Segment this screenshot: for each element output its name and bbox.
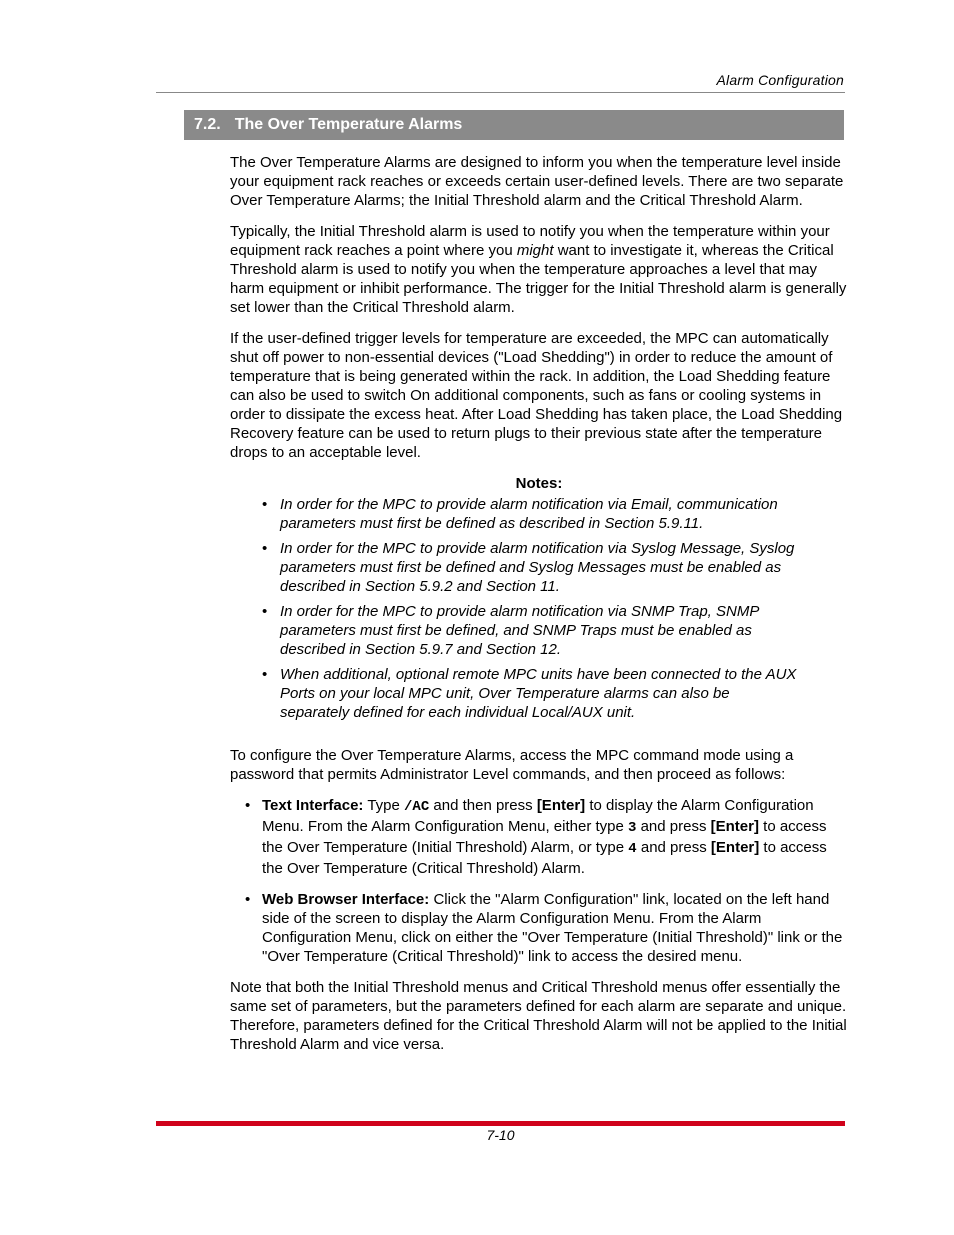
note-text: In order for the MPC to provide alarm notification via Syslog Message, Syslog parameters must first be defined and Syslog Messages must be enabled as described in Section 5.9.2 and Section 11.	[280, 540, 795, 595]
bullet: •	[262, 603, 268, 620]
step-text: to display the Alarm Configuration Menu. From the Alarm Configuration Menu, either type	[262, 797, 814, 835]
note-text: In order for the MPC to provide alarm notification via Email, communication parameters must first be defined as described in Section 5.9.11.	[280, 496, 778, 532]
paragraph-configure: To configure the Over Temperature Alarms, access the MPC command mode using a password that permits Administrator Level commands, and then proceed as follows:	[230, 747, 794, 783]
page-number: 7-10	[486, 1127, 515, 1143]
notes-title: Notes	[515, 475, 558, 492]
emphasis-might: might	[516, 242, 554, 259]
notes-colon: :	[557, 475, 563, 492]
footer-rule	[156, 1121, 845, 1126]
step-text: Click the "Alarm Configuration" link, located on the left hand side of the screen to display the Alarm Configuration Menu. From the Alarm Configuration Menu, click on either the "Over Temperature (Initial Threshold)" link or the "Over Temperature (Critical Threshold)" link to access the desired menu.	[262, 891, 843, 965]
list-item	[230, 539, 800, 596]
bullet: •	[262, 666, 268, 683]
paragraph-thresholds-end: want to investigate it, whereas the Critical Threshold alarm is used to notify you when the temperature approaches a level that may harm equipment or inhibit performance. The trigger for the Initial Threshold alarm is generally set lower than the Critical Threshold alarm.	[230, 242, 847, 316]
bullet: •	[262, 540, 268, 557]
step-text-interface	[230, 796, 848, 878]
note-text: When additional, optional remote MPC units have been connected to the AUX Ports on your local MPC unit, Over Temperature alarms can also be separately defined for each individual Local/AUX unit.	[280, 666, 797, 721]
step-text: to access the Over Temperature (Critical Threshold) Alarm.	[262, 839, 827, 877]
list-item	[230, 602, 800, 659]
notes-list	[230, 495, 848, 722]
paragraph-thresholds	[230, 222, 848, 317]
list-item	[230, 665, 800, 722]
enter-key: [Enter]	[710, 839, 760, 856]
header-rule	[156, 92, 845, 93]
step-label: Web Browser Interface:	[262, 891, 430, 908]
body-text	[230, 153, 848, 1066]
paragraph-load-shedding: If the user-defined trigger levels for temperature are exceeded, the MPC can automatically shut off power to non-essential devices ("Load Shedding") in order to reduce the amount of temperature that is being generated within the rack. In addition, the Load Shedding feature can also be used to switch On additional components, such as fans or cooling systems in order to dissipate the excess heat. After Load Shedding has taken place, the Load Shedding Recovery feature can be used to return plugs to their previous state after the temperature drops to an acceptable level.	[230, 330, 843, 461]
section-heading	[184, 110, 844, 140]
steps-list	[230, 796, 848, 966]
enter-key: [Enter]	[710, 818, 759, 835]
note-text: In order for the MPC to provide alarm notification via SNMP Trap, SNMP parameters must first be defined, and SNMP Traps must be enabled as described in Section 5.9.7 and Section 12.	[280, 603, 759, 658]
menu-option-code: 4	[628, 841, 637, 857]
paragraph-intro: The Over Temperature Alarms are designed to inform you when the temperature level inside your equipment rack reaches or exceeds certain user-defined levels. There are two separate Over Temperature Alarms; the Initial Threshold alarm and the Critical Threshold Alarm.	[230, 154, 844, 209]
step-web-interface	[230, 890, 848, 966]
paragraph-thresholds-start: Typically, the Initial Threshold alarm is used to notify you when the temperature within your equipment rack reaches a point where you	[230, 223, 830, 259]
step-text: and then press	[429, 797, 537, 814]
notes-heading	[230, 474, 848, 493]
paragraph-note-both: Note that both the Initial Threshold menus and Critical Threshold menus offer essentially the same set of parameters, but the parameters defined for each alarm are separate and unique. Therefore, parameters defined for the Critical Threshold Alarm will not be applied to the Initial Threshold Alarm and vice versa.	[230, 979, 847, 1053]
menu-option-code: 3	[628, 820, 637, 836]
bullet: •	[245, 797, 251, 814]
bullet: •	[245, 891, 251, 908]
list-item	[230, 495, 800, 533]
step-text: and press	[636, 839, 711, 856]
step-text: to access the Over Temperature (Initial Threshold) Alarm, or type	[262, 818, 827, 856]
enter-key: [Enter]	[536, 797, 586, 814]
bullet: •	[262, 496, 268, 513]
command-code: /AC	[404, 799, 430, 815]
step-text: and press	[636, 818, 711, 835]
section-number: 7.2.	[194, 116, 221, 133]
running-header: Alarm Configuration	[716, 72, 844, 88]
step-label: Text Interface:	[262, 797, 364, 814]
step-text: Type	[363, 797, 405, 814]
section-title: The Over Temperature Alarms	[234, 116, 463, 133]
